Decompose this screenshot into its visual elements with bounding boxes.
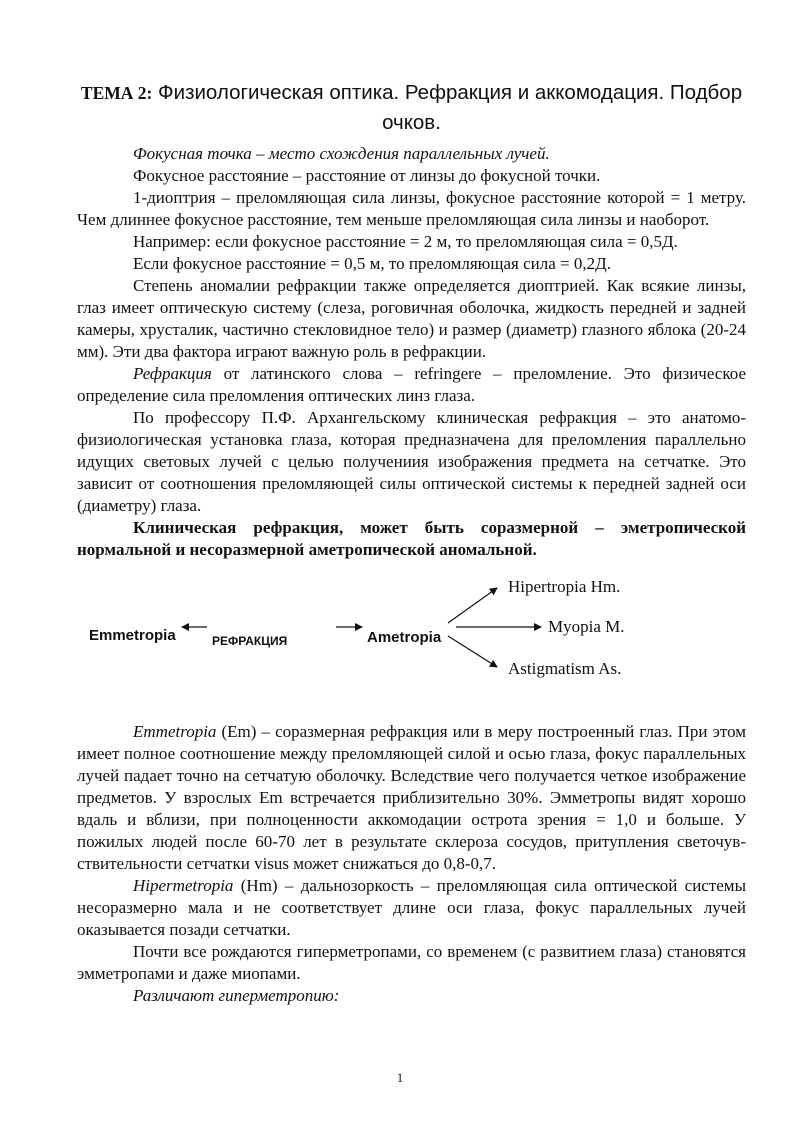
page-content bbox=[77, 78, 746, 1007]
paragraph-example-1: Например: если фокусное расстояние = 2 м, то преломляющая сила = 0,5Д. bbox=[133, 232, 678, 251]
title-text: Физиологическая оптика. Рефракция и аккомодация. Подбор очков. bbox=[152, 81, 743, 134]
term-emmetropia: Emmetropia bbox=[133, 722, 217, 741]
paragraph-hipermetropia bbox=[77, 875, 746, 941]
paragraph-emmetropia bbox=[77, 721, 746, 875]
emmetropia-text: (Em) – соразмерная рефракция или в меру построенный глаз. При этом имеет полное соотношение между преломляющей силой и осью глаза, фокус параллельных лучей падает точно на сетчатую оболочку. Вследствие чего получается четкое изображение предметов. У взрослых Em встречается приблизительно 30%. Эмметропы видят хорошо вдаль и вблизи, при полноценности аккомодации острота зрения = 1,0 и больше. У пожилых людей после 60-70 лет в результате склероза сосудов, притупления светочув-ствительности сетчатки visus может снижаться до 0,8-0,7. bbox=[77, 722, 746, 873]
paragraph-diopter: 1-диоптрия – преломляющая сила линзы, фокусное расстояние которой = 1 метру. Чем длиннее фокусное расстояние, тем меньше преломляющая сила линзы и наоборот. bbox=[77, 188, 746, 229]
page-title bbox=[77, 78, 746, 137]
refraction-diagram bbox=[0, 561, 800, 721]
paragraph-focal-point: Фокусная точка – место схождения параллельных лучей. bbox=[133, 144, 550, 163]
label-myopia: Myopia M. bbox=[548, 617, 625, 636]
term-refraction: Рефракция bbox=[133, 364, 212, 383]
paragraph-distinguish: Различают гиперметропию: bbox=[133, 986, 340, 1005]
hipermetropia-text: (Hm) – дальнозоркость – преломляющая сила оптической системы несоразмерно мала и не соответствует длине оси глаза, фокус параллельных лучей оказывается позади сетчатки. bbox=[77, 876, 746, 939]
arrow-to-astigmatism bbox=[448, 636, 497, 667]
page-number: 1 bbox=[396, 1070, 404, 1085]
label-ametropia: Ametropia bbox=[367, 629, 442, 646]
paragraph-clinical-types: Клиническая рефракция, может быть соразмерной – эметропической нормальной и несоразмерной аметропической аномальной. bbox=[77, 518, 746, 559]
arrow-to-hipertropia bbox=[448, 588, 497, 623]
title-lead: ТЕМА 2: bbox=[80, 83, 153, 103]
label-astigmatism: Astigmatism As. bbox=[508, 659, 622, 678]
label-hipertropia: Hipertropia Hm. bbox=[508, 577, 621, 596]
refraction-definition-text: от латинского слова – refringere – преломление. Это физическое определение сила преломления оптических линз глаза. bbox=[77, 364, 746, 405]
term-hipermetropia: Hipermetropia bbox=[133, 876, 234, 895]
paragraph-anomaly-degree: Степень аномалии рефракции также определяется диоптрией. Как всякие линзы, глаз имеет оптическую систему (слеза, роговичная оболочка, жидкость передней и задней камеры, хрусталик, частично стекловидное тело) и размер (диаметр) глазного яблока (20-24 мм). Эти два фактора играют важную роль в рефракции. bbox=[77, 276, 746, 361]
paragraph-example-2: Если фокусное расстояние = 0,5 м, то преломляющая сила = 0,2Д. bbox=[133, 254, 611, 273]
label-emmetropia: Emmetropia bbox=[89, 627, 176, 644]
paragraph-refraction-definition bbox=[77, 363, 746, 407]
paragraph-focal-distance: Фокусное расстояние – расстояние от линзы до фокусной точки. bbox=[133, 166, 601, 185]
paragraph-born-hypermetropes: Почти все рождаются гиперметропами, со временем (с развитием глаза) становятся эмметропами и даже миопами. bbox=[77, 942, 746, 983]
paragraph-clinical-refraction: По профессору П.Ф. Архангельскому клиническая рефракция – это анатомо-физиологическая установка глаза, которая предназначена для преломления параллельно идущих световых лучей с целью получениия изображения предмета на сетчатке. Это зависит от соотношения преломляющей силы оптической системы к передней задней оси (диаметру) глаза. bbox=[77, 408, 746, 515]
label-refraction: РЕФРАКЦИЯ bbox=[212, 634, 288, 648]
